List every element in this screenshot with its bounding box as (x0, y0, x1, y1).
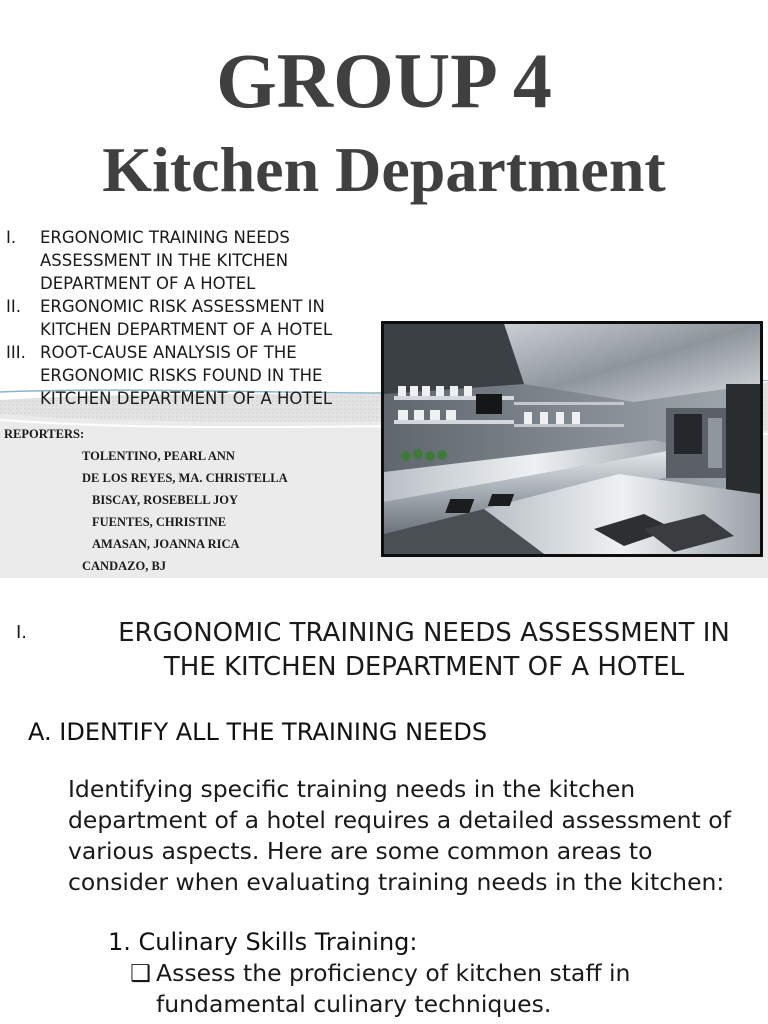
reporter-name: AMASAN, JOANNA RICA (92, 537, 240, 551)
reporter-name: FUENTES, CHRISTINE (92, 515, 227, 529)
topic-text: ERGONOMIC RISK ASSESSMENT IN KITCHEN DEPARTMENT OF A HOTEL (40, 297, 333, 339)
department-title: Kitchen Department (102, 134, 666, 205)
reporter-name: CANDAZO, BJ (82, 559, 167, 573)
topic-item (6, 341, 386, 410)
reporter-name: TOLENTINO, PEARL ANN (82, 449, 235, 463)
kitchen-photo (381, 321, 763, 557)
section-number: I. (16, 622, 28, 643)
reporters-label: REPORTERS: (4, 427, 85, 441)
topic-number: I. (6, 228, 17, 247)
topic-number: III. (6, 343, 26, 362)
subheading: A. IDENTIFY ALL THE TRAINING NEEDS (28, 718, 488, 746)
checkbox-bullet-icon: ❑ (130, 959, 152, 987)
reporter-name: BISCAY, ROSEBELL JOY (92, 493, 239, 507)
topic-list (6, 226, 386, 410)
topic-text: ROOT-CAUSE ANALYSIS OF THE ERGONOMIC RISKS FOUND IN THE KITCHEN DEPARTMENT OF A HOTEL (40, 343, 333, 408)
intro-paragraph: Identifying specific training needs in the kitchen department of a hotel requires a detailed assessment of various aspects. Here are some common areas to consider when evaluating training needs in the kitchen: (68, 775, 731, 896)
bullet-text: Assess the proficiency of kitchen staff in fundamental culinary techniques. (156, 959, 631, 1018)
group-title: GROUP 4 (216, 37, 552, 124)
item-heading: 1. Culinary Skills Training: (108, 928, 418, 956)
topic-item (6, 226, 386, 295)
bullet-item (130, 958, 750, 1020)
topic-number: II. (6, 297, 21, 316)
reporter-name: DE LOS REYES, MA. CHRISTELLA (82, 471, 288, 485)
topic-item (6, 295, 386, 341)
content-slide (0, 578, 768, 1024)
section-title: ERGONOMIC TRAINING NEEDS ASSESSMENT IN THE KITCHEN DEPARTMENT OF A HOTEL (118, 618, 730, 682)
topic-text: ERGONOMIC TRAINING NEEDS ASSESSMENT IN THE KITCHEN DEPARTMENT OF A HOTEL (40, 228, 290, 293)
